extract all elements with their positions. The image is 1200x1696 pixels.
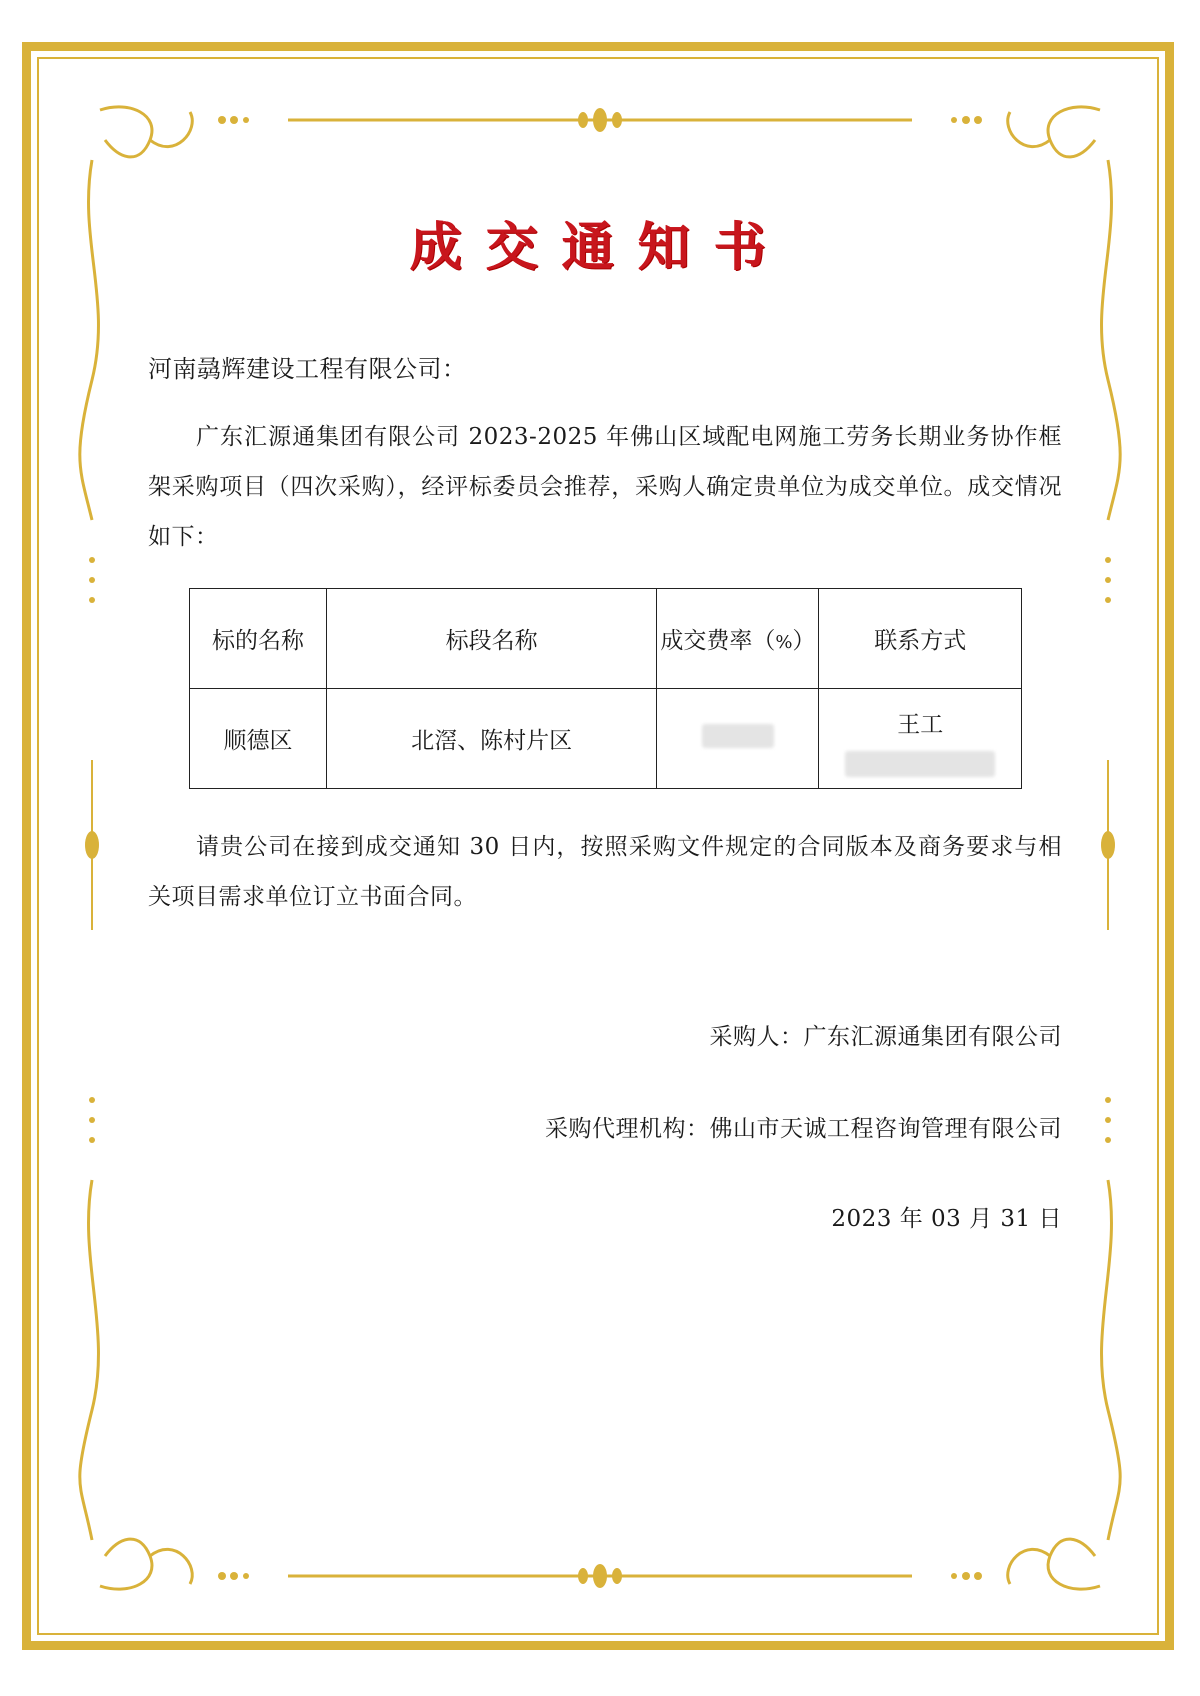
cell-contact bbox=[819, 689, 1022, 789]
document-title: 成交通知书 bbox=[409, 217, 790, 278]
table-header-row bbox=[190, 589, 1022, 689]
redacted-fee-rate bbox=[702, 724, 774, 748]
table-row bbox=[190, 689, 1022, 789]
cell-lot-name: 北滘、陈村片区 bbox=[326, 689, 656, 789]
agency-signature: 采购代理机构：佛山市天诚工程咨询管理有限公司 bbox=[545, 1116, 1062, 1142]
header-subject-name: 标的名称 bbox=[190, 589, 327, 689]
header-lot-name: 标段名称 bbox=[326, 589, 656, 689]
header-fee-rate bbox=[657, 589, 819, 689]
cell-fee-rate-redacted bbox=[657, 689, 819, 789]
recipient-salutation: 河南骉辉建设工程有限公司： bbox=[148, 355, 467, 383]
header-fee-rate-label: 成交费率（ bbox=[660, 628, 776, 654]
contact-name: 王工 bbox=[897, 712, 944, 738]
award-paragraph: 广东汇源通集团有限公司 2023-2025 年佛山区域配电网施工劳务长期业务协作框架采购项目（四次采购），经评标委员会推荐，采购人确定贵单位为成交单位。成交情况如下： bbox=[148, 424, 1062, 550]
award-result-table bbox=[189, 588, 1022, 789]
purchaser-signature: 采购人：广东汇源通集团有限公司 bbox=[709, 1024, 1062, 1050]
header-fee-rate-close: ） bbox=[792, 628, 816, 654]
cell-subject-name: 顺德区 bbox=[190, 689, 327, 789]
header-contact: 联系方式 bbox=[819, 589, 1022, 689]
redacted-contact-phone bbox=[845, 751, 995, 777]
contract-instruction-paragraph: 请贵公司在接到成交通知 30 日内，按照采购文件规定的合同版本及商务要求与相关项目需求单位订立书面合同。 bbox=[148, 834, 1062, 910]
header-fee-rate-unit: % bbox=[775, 632, 793, 653]
issue-date: 2023 年 03 月 31 日 bbox=[831, 1206, 1062, 1232]
